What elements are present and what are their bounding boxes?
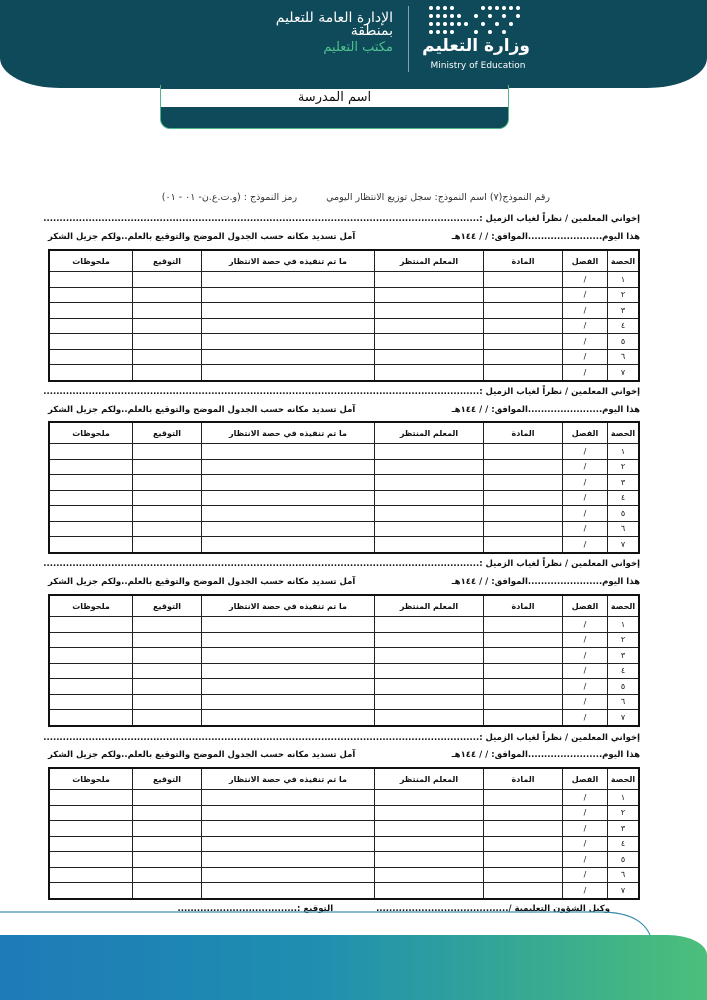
period-number-cell: ٣ (608, 303, 640, 319)
class-cell: / (563, 805, 608, 821)
waiting-teacher-cell[interactable] (375, 867, 484, 883)
work-done-cell[interactable] (202, 537, 375, 553)
signature-cell[interactable] (133, 521, 202, 537)
col-signature: التوقيع (133, 595, 202, 617)
waiting-teacher-cell[interactable] (375, 318, 484, 334)
subject-cell[interactable] (484, 883, 563, 899)
col-subject: المادة (484, 250, 563, 272)
table-row (49, 287, 639, 303)
deputy-label: وكيل الشؤون التعليمية /......................................... (376, 904, 610, 914)
col-signature: التوقيع (133, 768, 202, 790)
table-row (49, 303, 639, 319)
work-done-cell[interactable] (202, 303, 375, 319)
section-1-greeting: إخواني المعلمين / نظراً لغياب الزميل :....................................................................................................................................... (43, 214, 640, 224)
subject-cell[interactable] (484, 694, 563, 710)
class-cell: / (563, 318, 608, 334)
class-cell: / (563, 632, 608, 648)
waiting-teacher-cell[interactable] (375, 365, 484, 381)
col-signature: التوقيع (133, 422, 202, 444)
notes-cell[interactable] (49, 617, 133, 633)
table-row (49, 272, 639, 288)
waiting-teacher-cell[interactable] (375, 444, 484, 460)
signature-cell[interactable] (133, 506, 202, 522)
table-header-row (49, 595, 639, 617)
work-done-cell[interactable] (202, 679, 375, 695)
notes-cell[interactable] (49, 459, 133, 475)
work-done-cell[interactable] (202, 852, 375, 868)
table-header-row (49, 768, 639, 790)
period-number-cell: ٣ (608, 648, 640, 664)
table-row (49, 805, 639, 821)
subject-cell[interactable] (484, 349, 563, 365)
period-number-cell: ٧ (608, 710, 640, 726)
notes-cell[interactable] (49, 679, 133, 695)
waiting-teacher-cell[interactable] (375, 790, 484, 806)
signature-cell[interactable] (133, 632, 202, 648)
subject-cell[interactable] (484, 617, 563, 633)
subject-cell[interactable] (484, 444, 563, 460)
signature-cell[interactable] (133, 883, 202, 899)
section-3-greeting: إخواني المعلمين / نظراً لغياب الزميل :....................................................................................................................................... (43, 559, 640, 569)
signature-cell[interactable] (133, 836, 202, 852)
period-number-cell: ١ (608, 272, 640, 288)
notes-cell[interactable] (49, 852, 133, 868)
waiting-teacher-cell[interactable] (375, 663, 484, 679)
table-row (49, 521, 639, 537)
admin-line-2: بمنطقة (350, 23, 393, 39)
notes-cell[interactable] (49, 506, 133, 522)
waiting-teacher-cell[interactable] (375, 349, 484, 365)
notes-cell[interactable] (49, 710, 133, 726)
waiting-teacher-cell[interactable] (375, 821, 484, 837)
signature-cell[interactable] (133, 679, 202, 695)
work-done-cell[interactable] (202, 790, 375, 806)
waiting-teacher-cell[interactable] (375, 475, 484, 491)
table-row (49, 475, 639, 491)
subject-cell[interactable] (484, 710, 563, 726)
section-3-day: هذا اليوم.......................الموافق: / / ١٤٤هـ (451, 577, 640, 587)
header-banner (0, 0, 707, 88)
signature-cell[interactable] (133, 852, 202, 868)
period-number-cell: ٤ (608, 490, 640, 506)
subject-cell[interactable] (484, 365, 563, 381)
col-subject: المادة (484, 768, 563, 790)
subject-cell[interactable] (484, 475, 563, 491)
col-waiting-teacher: المعلم المنتظر (375, 768, 484, 790)
waiting-teacher-cell[interactable] (375, 852, 484, 868)
period-number-cell: ٦ (608, 867, 640, 883)
waiting-teacher-cell[interactable] (375, 490, 484, 506)
work-done-cell[interactable] (202, 490, 375, 506)
signature-cell[interactable] (133, 272, 202, 288)
notes-cell[interactable] (49, 287, 133, 303)
subject-cell[interactable] (484, 836, 563, 852)
period-number-cell: ٧ (608, 365, 640, 381)
work-done-cell[interactable] (202, 632, 375, 648)
section-2-day: هذا اليوم.......................الموافق: / / ١٤٤هـ (451, 405, 640, 415)
period-number-cell: ١ (608, 790, 640, 806)
work-done-cell[interactable] (202, 349, 375, 365)
class-cell: / (563, 444, 608, 460)
section-4-request: آمل تسديد مكانه حسب الجدول الموضح والتوقيع بالعلم..ولكم جزيل الشكر (48, 750, 356, 760)
period-number-cell: ٤ (608, 318, 640, 334)
class-cell: / (563, 852, 608, 868)
work-done-cell[interactable] (202, 475, 375, 491)
subject-cell[interactable] (484, 272, 563, 288)
subject-cell[interactable] (484, 303, 563, 319)
school-name-box (160, 85, 509, 129)
work-done-cell[interactable] (202, 710, 375, 726)
subject-cell[interactable] (484, 663, 563, 679)
period-number-cell: ٥ (608, 679, 640, 695)
subject-cell[interactable] (484, 521, 563, 537)
section-4-day: هذا اليوم.......................الموافق: / / ١٤٤هـ (451, 750, 640, 760)
signature-cell[interactable] (133, 459, 202, 475)
waiting-teacher-cell[interactable] (375, 287, 484, 303)
work-done-cell[interactable] (202, 318, 375, 334)
waiting-teacher-cell[interactable] (375, 632, 484, 648)
section-3-request: آمل تسديد مكانه حسب الجدول الموضح والتوقيع بالعلم..ولكم جزيل الشكر (48, 577, 356, 587)
form-number: رقم النموذج(٧) اسم النموذج: سجل توزيع الانتظار اليومي (326, 192, 550, 203)
signature-cell[interactable] (133, 663, 202, 679)
subject-cell[interactable] (484, 821, 563, 837)
period-number-cell: ٣ (608, 821, 640, 837)
signature-cell[interactable] (133, 334, 202, 350)
work-done-cell[interactable] (202, 459, 375, 475)
signature-cell[interactable] (133, 790, 202, 806)
col-class: الفصل (563, 595, 608, 617)
notes-cell[interactable] (49, 334, 133, 350)
waiting-teacher-cell[interactable] (375, 710, 484, 726)
class-cell: / (563, 883, 608, 899)
col-notes: ملحوظات (49, 422, 133, 444)
table-row (49, 537, 639, 553)
signature-cell[interactable] (133, 821, 202, 837)
table-row (49, 821, 639, 837)
period-number-cell: ٤ (608, 836, 640, 852)
class-cell: / (563, 303, 608, 319)
notes-cell[interactable] (49, 475, 133, 491)
col-notes: ملحوظات (49, 595, 133, 617)
table-row (49, 365, 639, 381)
subject-cell[interactable] (484, 537, 563, 553)
notes-cell[interactable] (49, 790, 133, 806)
waiting-teacher-cell[interactable] (375, 506, 484, 522)
period-number-cell: ٤ (608, 663, 640, 679)
class-cell: / (563, 867, 608, 883)
notes-cell[interactable] (49, 444, 133, 460)
waiting-teacher-cell[interactable] (375, 521, 484, 537)
footer-banner (0, 935, 707, 1000)
period-number-cell: ١ (608, 444, 640, 460)
table-row (49, 334, 639, 350)
ministry-name-arabic: وزارة التعليم (422, 36, 530, 56)
class-cell: / (563, 287, 608, 303)
class-cell: / (563, 272, 608, 288)
section-4-greeting: إخواني المعلمين / نظراً لغياب الزميل :....................................................................................................................................... (43, 733, 640, 743)
subject-cell[interactable] (484, 632, 563, 648)
signature-cell[interactable] (133, 303, 202, 319)
table-row (49, 617, 639, 633)
subject-cell[interactable] (484, 318, 563, 334)
period-number-cell: ٧ (608, 537, 640, 553)
table-header-row (49, 250, 639, 272)
col-period: الحصة (608, 595, 640, 617)
table-row (49, 632, 639, 648)
work-done-cell[interactable] (202, 272, 375, 288)
notes-cell[interactable] (49, 318, 133, 334)
section-2-request: آمل تسديد مكانه حسب الجدول الموضح والتوقيع بالعلم..ولكم جزيل الشكر (48, 405, 356, 415)
class-cell: / (563, 506, 608, 522)
col-period: الحصة (608, 768, 640, 790)
table-row (49, 883, 639, 899)
section-1-request: آمل تسديد مكانه حسب الجدول الموضح والتوقيع بالعلم..ولكم جزيل الشكر (48, 232, 356, 242)
notes-cell[interactable] (49, 521, 133, 537)
table-row (49, 852, 639, 868)
table-row (49, 318, 639, 334)
col-waiting-teacher: المعلم المنتظر (375, 595, 484, 617)
period-number-cell: ٢ (608, 632, 640, 648)
admin-line-1: الإدارة العامة للتعليم (275, 10, 393, 26)
ministry-name-english: Ministry of Education (430, 61, 526, 71)
table-row (49, 648, 639, 664)
table-row (49, 790, 639, 806)
col-work-done: ما تم تنفيذه في حصة الانتظار (202, 250, 375, 272)
class-cell: / (563, 459, 608, 475)
signature-cell[interactable] (133, 710, 202, 726)
period-number-cell: ١ (608, 617, 640, 633)
work-done-cell[interactable] (202, 663, 375, 679)
col-class: الفصل (563, 422, 608, 444)
work-done-cell[interactable] (202, 506, 375, 522)
period-number-cell: ٥ (608, 334, 640, 350)
table-row (49, 444, 639, 460)
signature-cell[interactable] (133, 867, 202, 883)
signature-cell[interactable] (133, 318, 202, 334)
period-number-cell: ٧ (608, 883, 640, 899)
notes-cell[interactable] (49, 883, 133, 899)
signature-cell[interactable] (133, 694, 202, 710)
signature-label: التوقيع :..................................... (177, 904, 334, 914)
form-info (140, 192, 550, 203)
class-cell: / (563, 710, 608, 726)
notes-cell[interactable] (49, 663, 133, 679)
table-header-row (49, 422, 639, 444)
period-number-cell: ٢ (608, 805, 640, 821)
class-cell: / (563, 790, 608, 806)
class-cell: / (563, 537, 608, 553)
col-waiting-teacher: المعلم المنتظر (375, 422, 484, 444)
administration-block (263, 12, 393, 54)
work-done-cell[interactable] (202, 821, 375, 837)
waiting-teacher-cell[interactable] (375, 883, 484, 899)
col-class: الفصل (563, 250, 608, 272)
work-done-cell[interactable] (202, 334, 375, 350)
notes-cell[interactable] (49, 648, 133, 664)
subject-cell[interactable] (484, 852, 563, 868)
period-number-cell: ٦ (608, 349, 640, 365)
notes-cell[interactable] (49, 349, 133, 365)
signature-cell[interactable] (133, 365, 202, 381)
subject-cell[interactable] (484, 867, 563, 883)
work-done-cell[interactable] (202, 617, 375, 633)
wait-schedule-table-3 (48, 594, 640, 727)
subject-cell[interactable] (484, 490, 563, 506)
signature-cell[interactable] (133, 444, 202, 460)
notes-cell[interactable] (49, 836, 133, 852)
signature-cell[interactable] (133, 287, 202, 303)
section-3-day-line (48, 577, 640, 587)
period-number-cell: ٣ (608, 475, 640, 491)
section-2-day-line (48, 405, 640, 415)
period-number-cell: ٦ (608, 694, 640, 710)
section-2-greeting: إخواني المعلمين / نظراً لغياب الزميل :....................................................................................................................................... (43, 387, 640, 397)
waiting-teacher-cell[interactable] (375, 617, 484, 633)
education-office: مكتب التعليم (323, 40, 393, 55)
subject-cell[interactable] (484, 648, 563, 664)
col-notes: ملحوظات (49, 250, 133, 272)
signature-cell[interactable] (133, 475, 202, 491)
subject-cell[interactable] (484, 805, 563, 821)
subject-cell[interactable] (484, 334, 563, 350)
subject-cell[interactable] (484, 506, 563, 522)
waiting-teacher-cell[interactable] (375, 836, 484, 852)
col-period: الحصة (608, 250, 640, 272)
notes-cell[interactable] (49, 303, 133, 319)
section-1-day-line (48, 232, 640, 242)
period-number-cell: ٦ (608, 521, 640, 537)
period-number-cell: ٢ (608, 459, 640, 475)
table-row (49, 710, 639, 726)
table-row (49, 459, 639, 475)
signature-cell[interactable] (133, 349, 202, 365)
col-work-done: ما تم تنفيذه في حصة الانتظار (202, 422, 375, 444)
work-done-cell[interactable] (202, 365, 375, 381)
work-done-cell[interactable] (202, 867, 375, 883)
form-code: رمز النموذج : (و.ت.ع.ن- ٠١ - ٠١) (161, 192, 298, 203)
ministry-logo-dots-icon (428, 4, 528, 38)
notes-cell[interactable] (49, 272, 133, 288)
class-cell: / (563, 521, 608, 537)
class-cell: / (563, 679, 608, 695)
table-row (49, 836, 639, 852)
wait-schedule-table-4 (48, 767, 640, 900)
waiting-teacher-cell[interactable] (375, 459, 484, 475)
signature-cell[interactable] (133, 537, 202, 553)
work-done-cell[interactable] (202, 805, 375, 821)
col-period: الحصة (608, 422, 640, 444)
waiting-teacher-cell[interactable] (375, 334, 484, 350)
header-divider (408, 6, 409, 72)
col-work-done: ما تم تنفيذه في حصة الانتظار (202, 595, 375, 617)
class-cell: / (563, 349, 608, 365)
notes-cell[interactable] (49, 694, 133, 710)
waiting-teacher-cell[interactable] (375, 648, 484, 664)
table-row (49, 679, 639, 695)
signature-cell[interactable] (133, 490, 202, 506)
work-done-cell[interactable] (202, 836, 375, 852)
notes-cell[interactable] (49, 365, 133, 381)
class-cell: / (563, 821, 608, 837)
class-cell: / (563, 475, 608, 491)
table-row (49, 663, 639, 679)
subject-cell[interactable] (484, 459, 563, 475)
col-subject: المادة (484, 595, 563, 617)
class-cell: / (563, 617, 608, 633)
subject-cell[interactable] (484, 679, 563, 695)
table-row (49, 490, 639, 506)
table-row (49, 867, 639, 883)
waiting-teacher-cell[interactable] (375, 805, 484, 821)
table-row (49, 349, 639, 365)
class-cell: / (563, 648, 608, 664)
period-number-cell: ٢ (608, 287, 640, 303)
subject-cell[interactable] (484, 287, 563, 303)
subject-cell[interactable] (484, 790, 563, 806)
col-signature: التوقيع (133, 250, 202, 272)
period-number-cell: ٥ (608, 506, 640, 522)
signature-cell[interactable] (133, 617, 202, 633)
work-done-cell[interactable] (202, 521, 375, 537)
signature-cell[interactable] (133, 648, 202, 664)
school-name-label: اسم المدرسة (161, 89, 508, 107)
work-done-cell[interactable] (202, 287, 375, 303)
notes-cell[interactable] (49, 805, 133, 821)
work-done-cell[interactable] (202, 694, 375, 710)
col-work-done: ما تم تنفيذه في حصة الانتظار (202, 768, 375, 790)
notes-cell[interactable] (49, 821, 133, 837)
class-cell: / (563, 694, 608, 710)
waiting-teacher-cell[interactable] (375, 679, 484, 695)
work-done-cell[interactable] (202, 883, 375, 899)
section-1-day: هذا اليوم.......................الموافق: / / ١٤٤هـ (451, 232, 640, 242)
class-cell: / (563, 663, 608, 679)
waiting-teacher-cell[interactable] (375, 303, 484, 319)
section-4-day-line (48, 750, 640, 760)
notes-cell[interactable] (49, 537, 133, 553)
col-notes: ملحوظات (49, 768, 133, 790)
period-number-cell: ٥ (608, 852, 640, 868)
waiting-teacher-cell[interactable] (375, 694, 484, 710)
class-cell: / (563, 836, 608, 852)
waiting-teacher-cell[interactable] (375, 272, 484, 288)
wait-schedule-table-1 (48, 249, 640, 382)
signature-cell[interactable] (133, 805, 202, 821)
class-cell: / (563, 334, 608, 350)
notes-cell[interactable] (49, 867, 133, 883)
class-cell: / (563, 490, 608, 506)
wait-schedule-table-2 (48, 421, 640, 554)
table-row (49, 694, 639, 710)
col-waiting-teacher: المعلم المنتظر (375, 250, 484, 272)
work-done-cell[interactable] (202, 648, 375, 664)
table-row (49, 506, 639, 522)
col-class: الفصل (563, 768, 608, 790)
class-cell: / (563, 365, 608, 381)
waiting-teacher-cell[interactable] (375, 537, 484, 553)
work-done-cell[interactable] (202, 444, 375, 460)
notes-cell[interactable] (49, 490, 133, 506)
col-subject: المادة (484, 422, 563, 444)
notes-cell[interactable] (49, 632, 133, 648)
